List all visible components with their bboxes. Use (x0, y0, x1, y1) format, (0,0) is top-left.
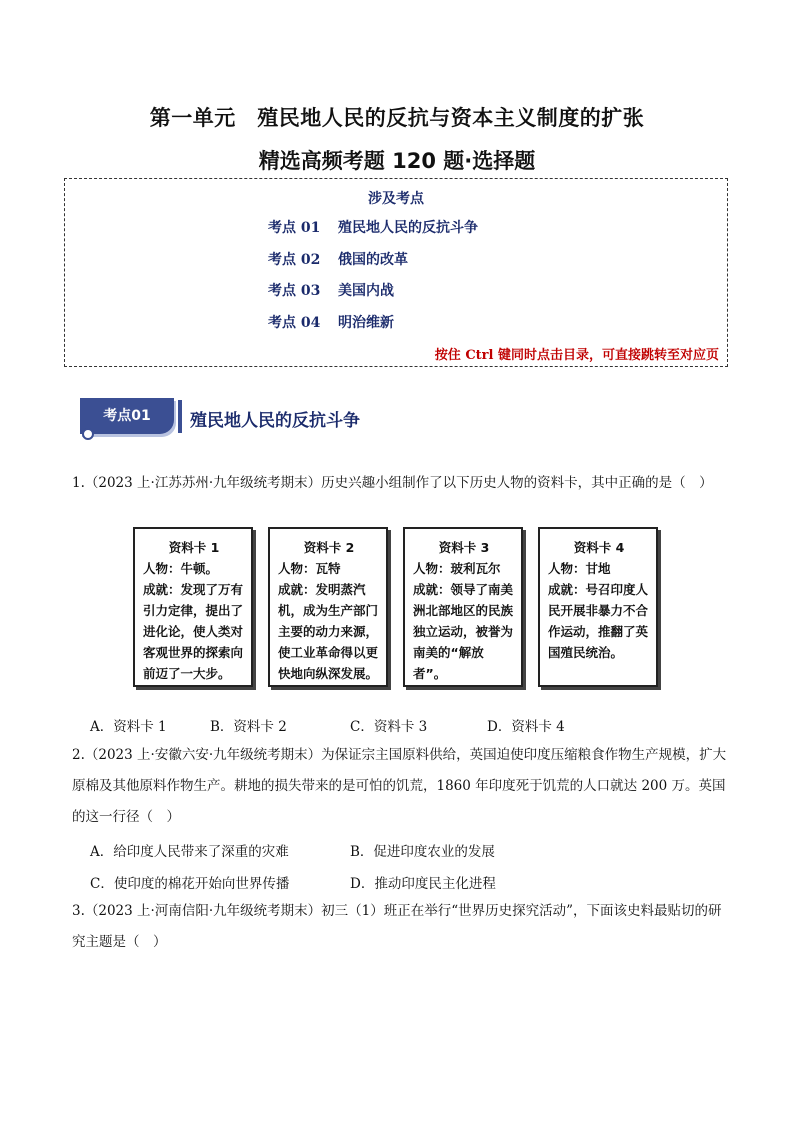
section-title: 殖民地人民的反抗斗争 (190, 411, 360, 431)
card-achievement: 成就：领导了南美洲北部地区的民族独立运动，被誉为南美的“解放者”。 (413, 582, 514, 681)
exam-point-code: 考点 02 (268, 252, 321, 268)
exam-point-label: 明治维新 (338, 315, 394, 331)
exam-point-label: 俄国的改革 (338, 252, 408, 268)
info-card-1 (133, 527, 253, 687)
question-1: 1.（2023 上·江苏苏州·九年级统考期末）历史兴趣小组制作了以下历史人物的资料卡，其中正确的是（ ） (72, 475, 713, 491)
exam-point-link-04[interactable] (268, 312, 394, 332)
question-2: 2.（2023 上·安徽六安·九年级统考期末）为保证宗主国原料供给，英国迫使印度压缩粮食作物生产规模，扩大原棉及其他原料作物生产。耕地的损失带来的是可怕的饥荒，1860 年印度死于饥荒的人口就达 200 万。英国的这一行径（ ） (72, 747, 727, 825)
exam-point-code: 考点 01 (268, 220, 321, 236)
exam-point-link-03[interactable] (268, 280, 394, 300)
exam-points-heading: 涉及考点 (368, 191, 424, 207)
question-3: 3.（2023 上·河南信阳·九年级统考期末）初三（1）班正在举行“世界历史探究活动”，下面该史料最贴切的研究主题是（ ） (72, 903, 722, 950)
section-divider-bar (178, 400, 182, 433)
card-person: 人物：玻利瓦尔 (413, 561, 501, 576)
info-card-4 (538, 527, 658, 687)
section-tag (80, 398, 174, 434)
card-title: 资料卡 4 (573, 540, 625, 555)
navigation-hint: 按住 Ctrl 键同时点击目录，可直接跳转至对应页 (434, 348, 719, 363)
q1-option-c: C．资料卡 3 (350, 719, 428, 735)
q2-option-a: A．给印度人民带来了深重的灾难 (90, 844, 289, 860)
exam-point-link-02[interactable] (268, 249, 408, 269)
q1-option-d: D．资料卡 4 (487, 719, 565, 735)
card-achievement: 成就：号召印度人民开展非暴力不合作运动，推翻了英国殖民统治。 (548, 582, 649, 660)
info-card-3 (403, 527, 523, 687)
exam-points-box (64, 178, 728, 367)
q2-option-d: D．推动印度民主化进程 (350, 876, 496, 892)
section-tag-label: 考点01 (103, 408, 151, 424)
card-achievement: 成就：发明蒸汽机，成为生产部门主要的动力来源，使工业革命得以更快地向纵深发展。 (278, 582, 379, 681)
card-person: 人物：牛顿。 (143, 561, 219, 576)
exam-point-link-01[interactable] (268, 217, 478, 237)
q2-option-c: C．使印度的棉花开始向世界传播 (90, 876, 290, 892)
info-card-2 (268, 527, 388, 687)
exam-point-label: 美国内战 (338, 283, 394, 299)
card-title: 资料卡 1 (168, 540, 220, 555)
card-title: 资料卡 3 (438, 540, 490, 555)
page-title: 第一单元 殖民地人民的反抗与资本主义制度的扩张 (149, 106, 645, 130)
q1-option-a: A．资料卡 1 (90, 719, 167, 735)
exam-point-label: 殖民地人民的反抗斗争 (338, 220, 478, 236)
section-tag-dot (82, 428, 94, 440)
q1-option-b: B．资料卡 2 (210, 719, 287, 735)
card-person: 人物：瓦特 (278, 561, 341, 576)
card-person: 人物：甘地 (548, 561, 611, 576)
q2-option-b: B．促进印度农业的发展 (350, 844, 495, 860)
card-title: 资料卡 2 (303, 540, 355, 555)
exam-point-code: 考点 04 (268, 315, 321, 331)
exam-point-code: 考点 03 (268, 283, 321, 299)
page-subtitle: 精选高频考题 120 题·选择题 (258, 149, 536, 173)
card-achievement: 成就：发现了万有引力定律，提出了进化论，使人类对客观世界的探索向前迈了一大步。 (143, 582, 244, 681)
